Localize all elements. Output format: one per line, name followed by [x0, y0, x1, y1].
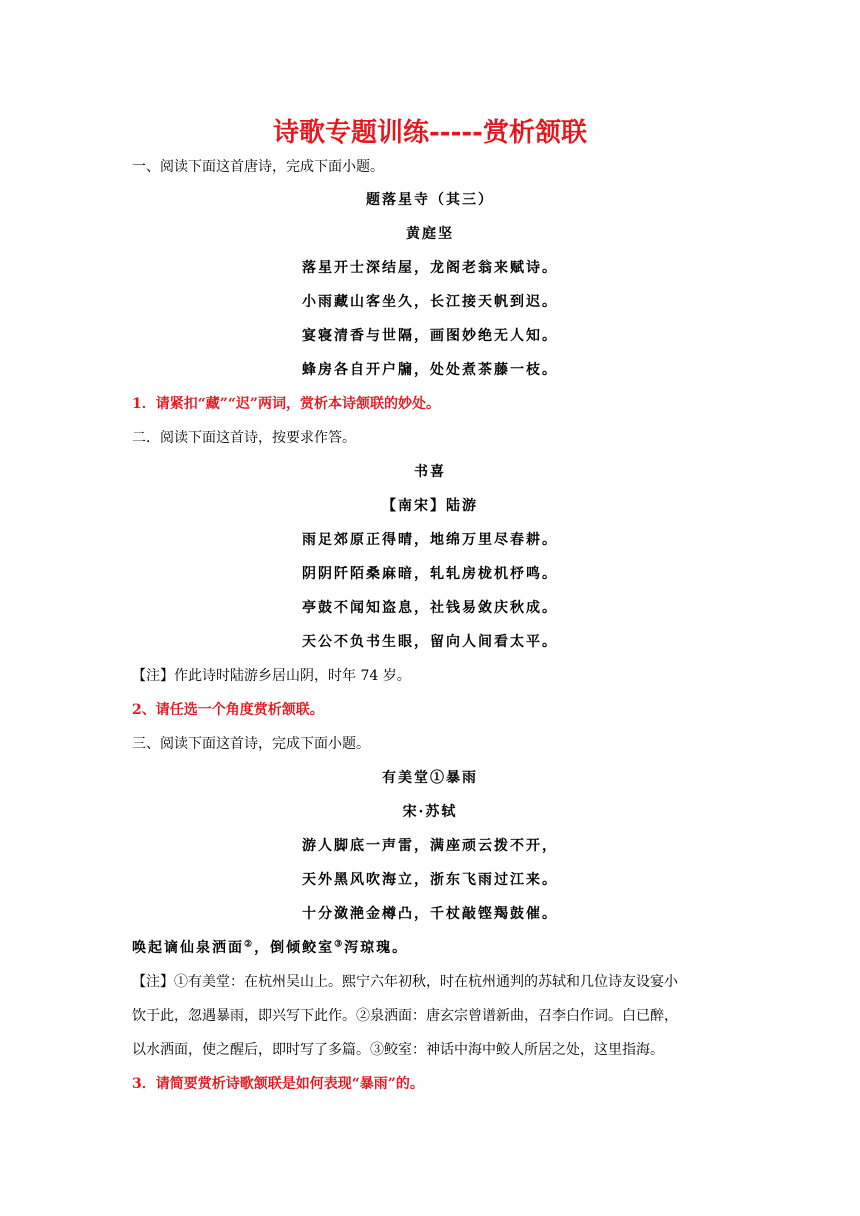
question-2: 2、请任选一个角度赏析颔联。 — [132, 702, 324, 718]
section3-poem-title: 有美堂①暴雨 — [382, 770, 478, 786]
last-line-part: ，倒倾鲛室 — [254, 940, 335, 956]
page-title: 诗歌专题训练-----赏析颔联 — [273, 118, 587, 148]
section3-poem-line: 天外黑风吹海立，浙东飞雨过江来。 — [302, 872, 558, 888]
section2-note: 【注】作此诗时陆游乡居山阴，时年 74 岁。 — [132, 668, 411, 684]
section3-note-line: 【注】①有美堂：在杭州吴山上。熙宁六年初秋，时在杭州通判的苏轼和几位诗友设宴小 — [132, 974, 678, 990]
section3-note-line: 以水洒面，使之醒后，即时写了多篇。③鲛室：神话中海中鲛人所居之处，这里指海。 — [132, 1042, 664, 1058]
section1-poem-line: 宴寝清香与世隔，画图妙绝无人知。 — [302, 328, 558, 344]
section3-poem-line: 游人脚底一声雷，满座顽云拨不开， — [302, 838, 558, 854]
section3-author: 宋·苏轼 — [402, 804, 458, 820]
question-3: 3．请简要赏析诗歌颔联是如何表现“暴雨”的。 — [132, 1076, 424, 1092]
section1-author: 黄庭坚 — [406, 226, 454, 242]
last-line-part: 唤起谪仙泉洒面 — [132, 940, 244, 956]
section1-poem-line: 蜂房各自开户牖，处处煮茶藤一枝。 — [302, 362, 558, 378]
section3-poem-last-line — [132, 938, 408, 958]
section1-poem-title: 题落星寺（其三） — [366, 192, 494, 208]
question-1: 1．请紧扣“藏”“迟”两词，赏析本诗颔联的妙处。 — [132, 396, 440, 412]
section2-intro: 二．阅读下面这首诗，按要求作答。 — [132, 430, 356, 446]
section2-poem-title: 书喜 — [414, 464, 446, 480]
section2-poem-line: 天公不负书生眼，留向人间看太平。 — [302, 634, 558, 650]
section2-poem-line: 阴阴阡陌桑麻暗，轧轧房栊机杼鸣。 — [302, 566, 558, 582]
footnote-marker: ③ — [334, 939, 345, 950]
section1-intro: 一、阅读下面这首唐诗，完成下面小题。 — [132, 159, 384, 175]
section1-poem-line: 落星开士深结屋，龙阁老翁来赋诗。 — [302, 260, 558, 276]
section2-poem-line: 亭鼓不闻知盗息，社钱易敛庆秋成。 — [302, 600, 558, 616]
footnote-marker: ② — [244, 939, 255, 950]
section3-intro: 三、阅读下面这首诗，完成下面小题。 — [132, 736, 370, 752]
section3-note-line: 饮于此，忽遇暴雨，即兴写下此作。②泉洒面：唐玄宗曾谱新曲，召李白作词。白已醉， — [132, 1008, 678, 1024]
section3-poem-line: 十分潋滟金樽凸，千杖敲铿羯鼓催。 — [302, 906, 558, 922]
section2-author: 【南宋】陆游 — [382, 498, 478, 514]
section1-poem-line: 小雨藏山客坐久，长江接天帆到迟。 — [302, 294, 558, 310]
last-line-part: 泻琼瑰。 — [344, 940, 409, 956]
section2-poem-line: 雨足郊原正得晴，地绵万里尽春耕。 — [302, 532, 558, 548]
